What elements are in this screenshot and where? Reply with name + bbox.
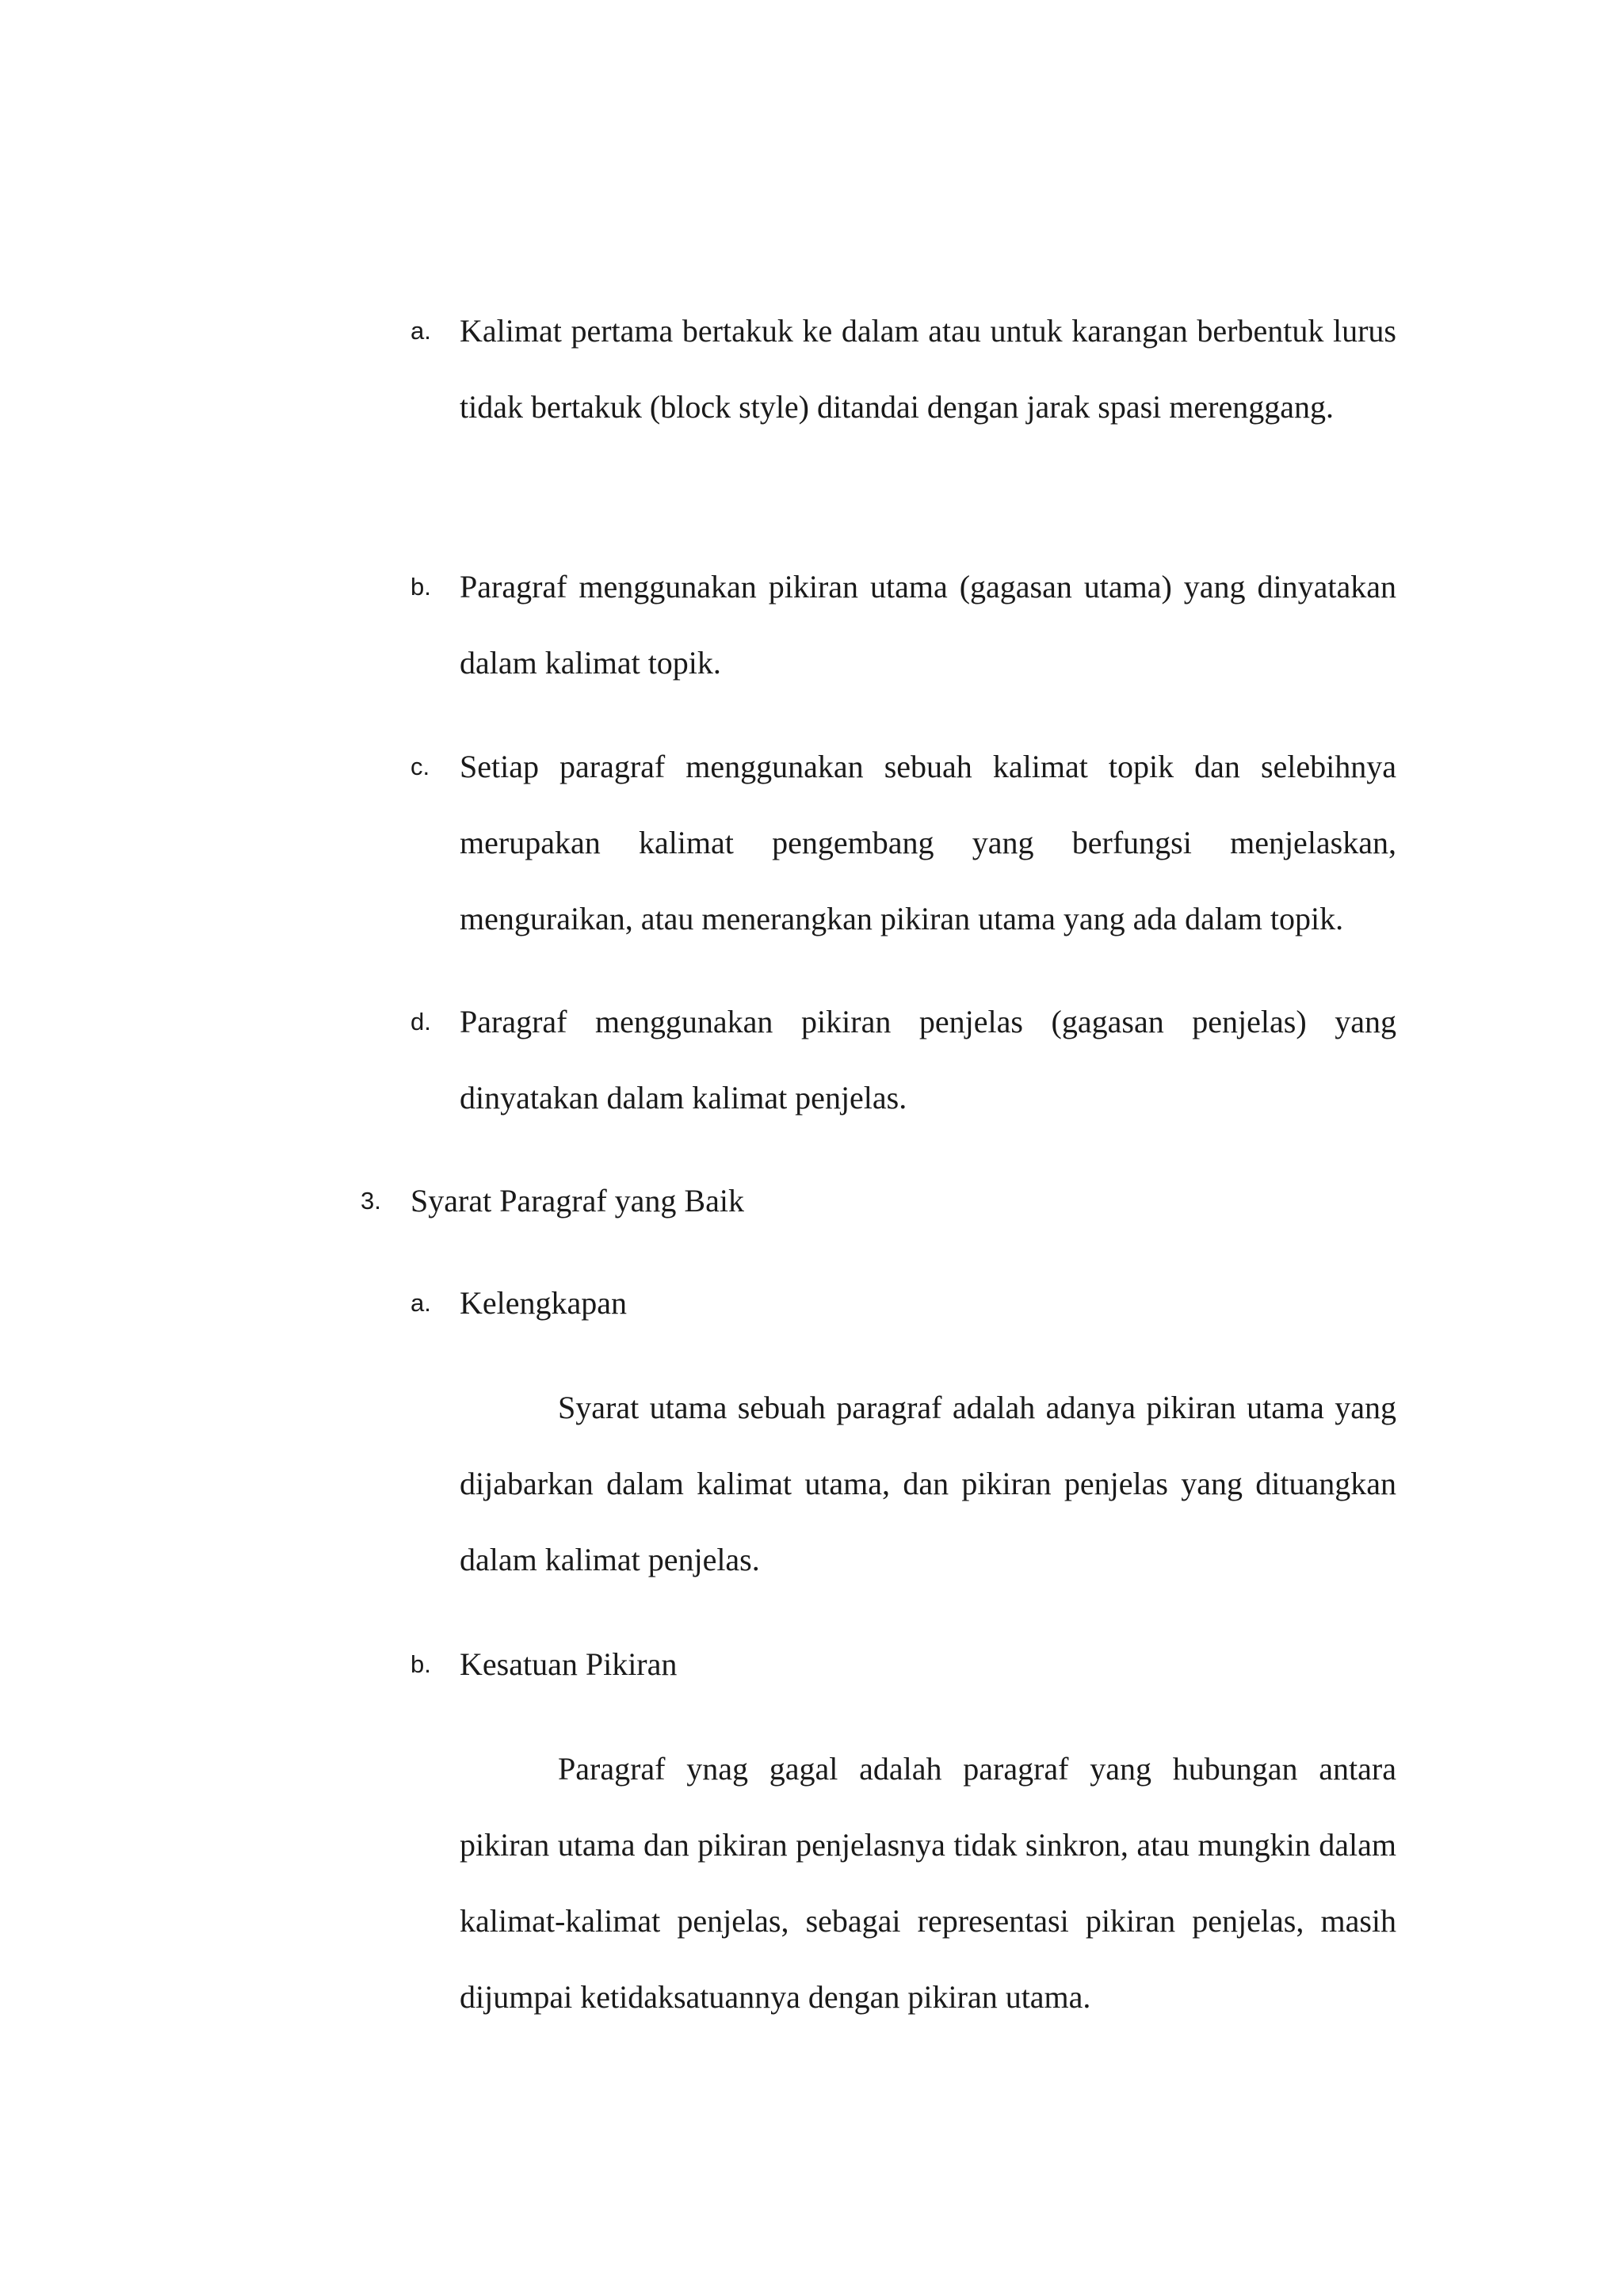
list-item-b-text: Paragraf menggunakan pikiran utama (gagasan utama) yang dinyatakan dalam kalimat topik. <box>460 569 1396 681</box>
sub-a-heading: Kelengkapan <box>460 1285 628 1321</box>
list-item-d-text: Paragraf menggunakan pikiran penjelas (gagasan penjelas) yang dinyatakan dalam kalimat penjelas. <box>460 1004 1396 1116</box>
sub-b-marker: b. <box>411 1650 431 1678</box>
list-marker-a: a. <box>411 317 431 345</box>
list-item-c-text: Setiap paragraf menggunakan sebuah kalimat topik dan selebihnya merupakan kalimat pengembang yang berfungsi menjelaskan, menguraikan, atau menerangkan pikiran utama yang ada dalam topik. <box>460 749 1396 936</box>
list-marker-b: b. <box>411 573 431 601</box>
section-3-heading: Syarat Paragraf yang Baik <box>411 1183 744 1219</box>
sub-b-heading: Kesatuan Pikiran <box>460 1646 678 1682</box>
list-item-a-text: Kalimat pertama bertakuk ke dalam atau untuk karangan berbentuk lurus tidak bertakuk (block style) ditandai dengan jarak spasi merenggang. <box>460 313 1396 425</box>
sub-a-marker: a. <box>411 1289 431 1317</box>
list-marker-c: c. <box>411 753 430 780</box>
sub-b-paragraph: Paragraf ynag gagal adalah paragraf yang hubungan antara pikiran utama dan pikiran penjelasnya tidak sinkron, atau mungkin dalam kalimat-kalimat penjelas, sebagai representasi pikiran penjelas, masih dijumpai ketidaksatuannya dengan pikiran utama. <box>460 1751 1396 2015</box>
list-marker-d: d. <box>411 1008 431 1035</box>
sub-a-paragraph: Syarat utama sebuah paragraf adalah adanya pikiran utama yang dijabarkan dalam kalimat utama, dan pikiran penjelas yang dituangkan dalam kalimat penjelas. <box>460 1390 1396 1577</box>
section-3-marker: 3. <box>361 1187 381 1215</box>
